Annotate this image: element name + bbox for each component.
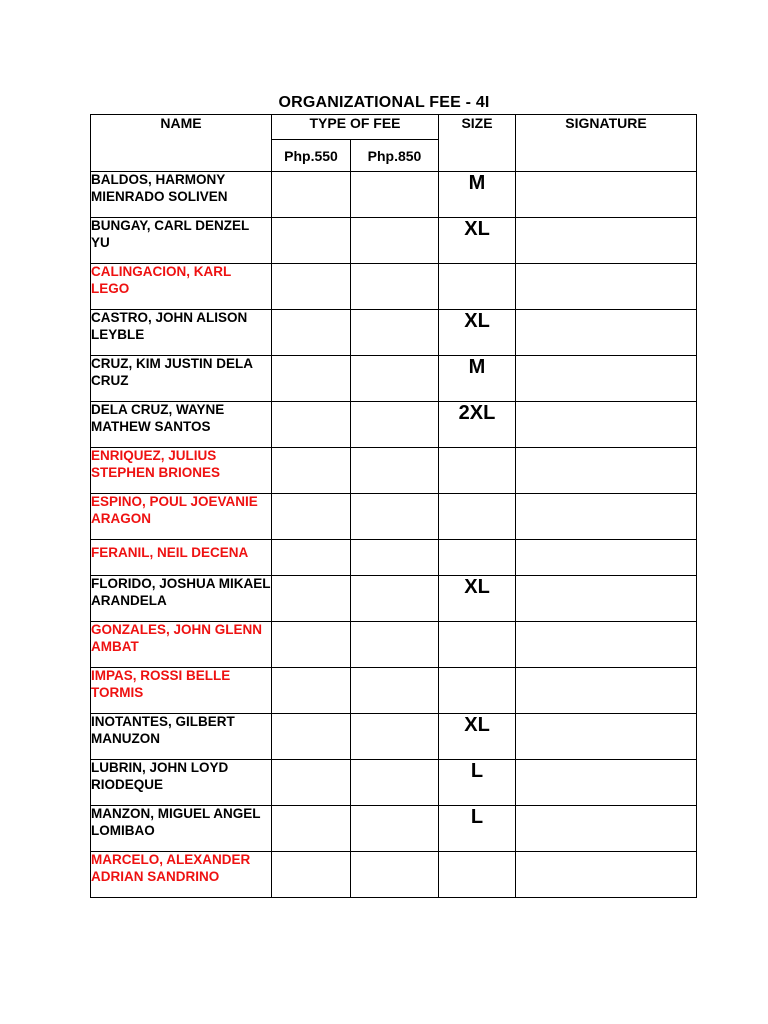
signature-cell[interactable] xyxy=(516,852,697,898)
fee-850-cell[interactable] xyxy=(351,576,439,622)
fee-550-cell[interactable] xyxy=(272,622,351,668)
fee-850-cell[interactable] xyxy=(351,852,439,898)
fee-550-cell[interactable] xyxy=(272,310,351,356)
fee-550-cell[interactable] xyxy=(272,172,351,218)
fee-850-cell[interactable] xyxy=(351,540,439,576)
table-row xyxy=(91,264,697,310)
type-of-fee-header: TYPE OF FEE xyxy=(272,115,439,140)
signature-cell[interactable] xyxy=(516,668,697,714)
signature-header: SIGNATURE xyxy=(516,115,697,172)
size-cell: 2XL xyxy=(439,402,516,448)
size-cell xyxy=(439,668,516,714)
student-name: IMPAS, ROSSI BELLE TORMIS xyxy=(91,668,272,714)
fee-550-cell[interactable] xyxy=(272,806,351,852)
size-cell: XL xyxy=(439,218,516,264)
fee-550-cell[interactable] xyxy=(272,356,351,402)
table-row xyxy=(91,540,697,576)
fee-850-cell[interactable] xyxy=(351,218,439,264)
size-cell: L xyxy=(439,760,516,806)
student-name: BALDOS, HARMONY MIENRADO SOLIVEN xyxy=(91,172,272,218)
signature-cell[interactable] xyxy=(516,310,697,356)
student-name: CASTRO, JOHN ALISON LEYBLE xyxy=(91,310,272,356)
document-title: ORGANIZATIONAL FEE - 4I xyxy=(278,94,490,111)
student-name: BUNGAY, CARL DENZEL YU xyxy=(91,218,272,264)
fee-850-cell[interactable] xyxy=(351,714,439,760)
signature-cell[interactable] xyxy=(516,760,697,806)
size-header: SIZE xyxy=(439,115,516,172)
size-cell xyxy=(439,540,516,576)
signature-cell[interactable] xyxy=(516,494,697,540)
size-cell xyxy=(439,852,516,898)
size-cell: M xyxy=(439,356,516,402)
signature-cell[interactable] xyxy=(516,448,697,494)
student-name: MARCELO, ALEXANDER ADRIAN SANDRINO xyxy=(91,852,272,898)
table-row xyxy=(91,760,697,806)
fee-850-cell[interactable] xyxy=(351,356,439,402)
signature-cell[interactable] xyxy=(516,172,697,218)
student-name: FERANIL, NEIL DECENA xyxy=(91,540,272,576)
fee-550-cell[interactable] xyxy=(272,714,351,760)
size-cell xyxy=(439,494,516,540)
fee-550-cell[interactable] xyxy=(272,540,351,576)
table-row xyxy=(91,622,697,668)
table-row xyxy=(91,448,697,494)
table-row xyxy=(91,576,697,622)
size-cell: M xyxy=(439,172,516,218)
student-name: ESPINO, POUL JOEVANIE ARAGON xyxy=(91,494,272,540)
size-cell: XL xyxy=(439,310,516,356)
signature-cell[interactable] xyxy=(516,218,697,264)
signature-cell[interactable] xyxy=(516,714,697,760)
size-cell xyxy=(439,264,516,310)
table-row xyxy=(91,806,697,852)
size-cell: XL xyxy=(439,714,516,760)
fee-850-cell[interactable] xyxy=(351,402,439,448)
signature-cell[interactable] xyxy=(516,576,697,622)
student-name: GONZALES, JOHN GLENN AMBAT xyxy=(91,622,272,668)
student-name: DELA CRUZ, WAYNE MATHEW SANTOS xyxy=(91,402,272,448)
signature-cell[interactable] xyxy=(516,806,697,852)
student-name: CRUZ, KIM JUSTIN DELA CRUZ xyxy=(91,356,272,402)
signature-cell[interactable] xyxy=(516,622,697,668)
table-body xyxy=(91,172,697,898)
fee-550-cell[interactable] xyxy=(272,448,351,494)
table-row xyxy=(91,356,697,402)
table-row xyxy=(91,494,697,540)
signature-cell[interactable] xyxy=(516,540,697,576)
student-name: ENRIQUEZ, JULIUS STEPHEN BRIONES xyxy=(91,448,272,494)
size-cell xyxy=(439,622,516,668)
fee-850-cell[interactable] xyxy=(351,760,439,806)
fee-550-header: Php.550 xyxy=(272,140,351,172)
fee-850-header: Php.850 xyxy=(351,140,439,172)
size-cell: L xyxy=(439,806,516,852)
signature-cell[interactable] xyxy=(516,402,697,448)
signature-cell[interactable] xyxy=(516,356,697,402)
fee-850-cell[interactable] xyxy=(351,448,439,494)
student-name: MANZON, MIGUEL ANGEL LOMIBAO xyxy=(91,806,272,852)
header-row xyxy=(91,115,697,140)
name-header: NAME xyxy=(91,115,272,172)
table-row xyxy=(91,668,697,714)
fee-550-cell[interactable] xyxy=(272,668,351,714)
fee-550-cell[interactable] xyxy=(272,760,351,806)
table-row xyxy=(91,852,697,898)
fee-850-cell[interactable] xyxy=(351,310,439,356)
student-name: LUBRIN, JOHN LOYD RIODEQUE xyxy=(91,760,272,806)
size-cell: XL xyxy=(439,576,516,622)
fee-850-cell[interactable] xyxy=(351,668,439,714)
fee-850-cell[interactable] xyxy=(351,622,439,668)
table-row xyxy=(91,172,697,218)
fee-550-cell[interactable] xyxy=(272,264,351,310)
fee-850-cell[interactable] xyxy=(351,264,439,310)
table-row xyxy=(91,310,697,356)
fee-850-cell[interactable] xyxy=(351,494,439,540)
size-cell xyxy=(439,448,516,494)
table-row xyxy=(91,714,697,760)
student-name: INOTANTES, GILBERT MANUZON xyxy=(91,714,272,760)
student-name: FLORIDO, JOSHUA MIKAEL ARANDELA xyxy=(91,576,272,622)
table-row xyxy=(91,218,697,264)
table-row xyxy=(91,402,697,448)
fee-550-cell[interactable] xyxy=(272,852,351,898)
signature-cell[interactable] xyxy=(516,264,697,310)
fee-550-cell[interactable] xyxy=(272,494,351,540)
student-name: CALINGACION, KARL LEGO xyxy=(91,264,272,310)
fee-550-cell[interactable] xyxy=(272,576,351,622)
fee-850-cell[interactable] xyxy=(351,806,439,852)
fee-550-cell[interactable] xyxy=(272,218,351,264)
fee-table xyxy=(90,114,697,898)
fee-850-cell[interactable] xyxy=(351,172,439,218)
fee-550-cell[interactable] xyxy=(272,402,351,448)
